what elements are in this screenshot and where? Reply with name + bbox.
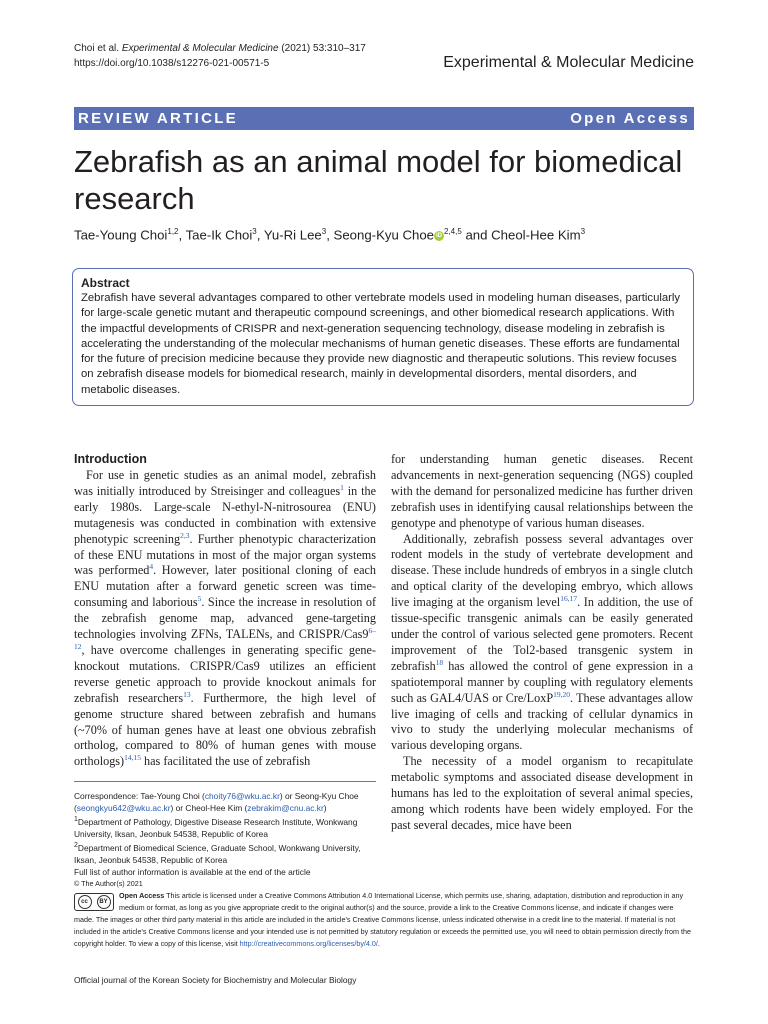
journal-footer: Official journal of the Korean Society for Biochemistry and Molecular Biology xyxy=(74,975,357,985)
intro-paragraph-1-continued: for understanding human genetic diseases. Recent advancements in next-generation sequencing (NGS) coupled with the demand for personalized medicine has further driven zebrafish uses in identifying causal relationships between the genotype and phenotype of various human diseases. xyxy=(391,452,693,530)
citation-prefix: Choi et al. xyxy=(74,43,122,54)
article-title: Zebrafish as an animal model for biomedical research xyxy=(74,144,683,216)
author-affiliation-ref: 2,4,5 xyxy=(444,227,462,236)
email-link[interactable]: zebrakim@cnu.ac.kr xyxy=(247,803,324,813)
citation-ref[interactable]: 19,20 xyxy=(553,689,570,699)
orcid-icon[interactable]: iD xyxy=(436,232,442,239)
abstract-heading: Abstract xyxy=(81,276,130,290)
introduction-heading: Introduction xyxy=(74,452,147,466)
citation-ref[interactable]: 1 xyxy=(340,482,344,492)
author-list: Tae-Young Choi$^{1,2}$, Tae-Ik Choi$^3$, Yu-Ri Lee$^3$, Seong-Kyu Choe iD $^{2,4,5}$ and Cheol-Hee Kim$^3$ xyxy=(74,227,586,243)
doi-link[interactable]: https://doi.org/10.1038/s12276-021-00571-5 xyxy=(74,58,270,69)
author-affiliation-ref: 1,2 xyxy=(167,227,179,236)
citation-ref[interactable]: 14,15 xyxy=(124,753,141,763)
citation-ref[interactable]: 4 xyxy=(149,562,154,572)
affiliation-2: $^2$Department of Biomedical Science, Graduate School, Wonkwang University, Iksan, Jeonbuk 54538, Republic of Korea xyxy=(74,841,361,865)
citation-ref[interactable]: 2,3 xyxy=(180,530,190,540)
intro-paragraph-3: The necessity of a model organism to recapitulate metabolic symptoms and associated disease development in humans has led to the exploitation of several animal species, among which rodents have been widely employed. For the past several decades, mice have been xyxy=(391,754,693,832)
correspondence-line: Correspondence: Tae-Young Choi (choity76@wku.ac.kr) or Seong-Kyu Choe (seongkyu642@wku.ac.kr) or Cheol-Hee Kim (zebrakim@cnu.ac.kr) xyxy=(74,791,359,813)
citation-ref[interactable]: 13 xyxy=(183,689,191,699)
article-type-label: REVIEW ARTICLE xyxy=(78,110,238,127)
author-affiliation-ref: 3 xyxy=(580,227,586,236)
citation-ref[interactable]: 5 xyxy=(197,594,202,604)
license-link[interactable]: http://creativecommons.org/licenses/by/4.0/ xyxy=(239,939,378,948)
license-text: Open Access This article is licensed under a Creative Commons Attribution 4.0 International License, which permits use, sharing, adaptation, distribution and reproduction in any medium or format, as long as you give appropriate credit to the original author(s) and the source, provide a link to the Creative Commons license, and indicate if changes were made. The images or other third party material in this article are included in the article's Creative Commons license, unless indicated otherwise in a credit line to the material. If material is not included in the article's Creative Commons license and your intended use is not permitted by statutory regulation or exceeds the permitted use, you will need to obtain permission directly from the copyright holder. To view a copy of this license, visit http://creativecommons.org/licenses/by/4.0/. xyxy=(74,891,692,948)
author-affiliation-ref: 3 xyxy=(252,227,257,236)
abstract-text: Zebrafish have several advantages compared to other vertebrate models used in modeling human diseases, particularly for large-scale genetic mutant and therapeutic compound screenings, and other biomedical research applications. With the impactful developments of CRISPR and next-generation sequencing technology, disease modeling in zebrafish is accelerating the understanding of the molecular mechanisms of human genetic diseases. These efforts are fundamental for the future of precision medicine because they provide new diagnostic and therapeutic solutions. This review focuses on zebrafish disease models for biomedical research, mainly in developmental disorders, mental disorders, and metabolic diseases. xyxy=(81,292,681,396)
author-name: Seong-Kyu Choe xyxy=(333,227,434,243)
correspondence-footnote xyxy=(74,781,376,878)
intro-paragraph-2: Additionally, zebrafish possess several advantages over rodent models in the study of vertebrate development and disease. These include hundreds of embryos in a single clutch and optical clarity of the developing embryo, which allows live imaging at the organism level$^{16,17}$. In addition, the use of tissue-specific transgenic animals can be easily generated under the control of various selected gene promoters. Recent improvement of the Tol2-based transgenic system in zebrafish$^{18}$ has allowed the control of gene expression in a spatiotemporal manner by coupling with regulatory elements such as GAL4/UAS or Cre/LoxP$^{19,20}$. These advantages allow live imaging of cells and tracking of cellular dynamics in vivo to study the underlying molecular mechanisms of various developing organs. xyxy=(391,531,693,753)
citation-header xyxy=(74,41,366,71)
citation-journal: Experimental & Molecular Medicine xyxy=(121,43,279,54)
author-name: Yu-Ri Lee xyxy=(263,227,322,243)
full-author-info-note: Full list of author information is available at the end of the article xyxy=(74,866,311,877)
affiliation-1: $^1$Department of Pathology, Digestive Disease Research Institute, Wonkwang University, Iksan, Jeonbuk 54538, Republic of Korea xyxy=(74,816,358,839)
open-access-label: Open Access xyxy=(570,110,690,127)
email-link[interactable]: choity76@wku.ac.kr xyxy=(204,791,280,801)
author-name: Tae-Young Choi xyxy=(74,227,168,243)
right-column xyxy=(391,452,693,834)
copyright-line: © The Author(s) 2021 xyxy=(74,879,143,888)
citation-suffix: (2021) 53:310–317 xyxy=(278,43,366,54)
citation-ref[interactable]: 6–12 xyxy=(74,626,376,651)
email-link[interactable]: seongkyu642@wku.ac.kr xyxy=(76,803,171,813)
cc-by-icon[interactable]: cc BY xyxy=(74,893,114,911)
intro-paragraph-1: For use in genetic studies as an animal model, zebrafish was initially introduced by Streisinger and colleagues$^1$ in the early 1980s. Large-scale N-ethyl-N-nitrosourea (ENU) mutagenesis was conducted in combination with extensive phenotypic screening$^{2,3}$. Further phenotypic characterization of these ENU mutations in most of the major organ systems was performed$^4$. However, later positional cloning of each ENU mutation after a forward genetic screen was time-consuming and laborious$^5$. Since the increase in resolution of the zebrafish genome map, advanced gene-targeting technologies involving ZFNs, TALENs, and CRISPR/Cas9$^{6-12}$, have overcome challenges in generating specific gene-knockout mutations. CRISPR/Cas9 utilizes an efficient reverse genetic approach to provide knockout animals for zebrafish researchers$^{13}$. Furthermore, the high level of genome structure shared between zebrafish and humans (~70% of human genes have at least one obvious zebrafish ortholog, compared to 80% of human genes with mouse orthologs)$^{14,15}$ has facilitated the use of zebrafish xyxy=(74,468,376,769)
citation-ref[interactable]: 18 xyxy=(435,657,444,667)
author-name: Tae-Ik Choi xyxy=(185,227,253,243)
license-block xyxy=(74,878,694,950)
abstract-box xyxy=(72,268,694,406)
left-column xyxy=(74,452,376,770)
author-affiliation-ref: 3 xyxy=(321,227,327,236)
journal-name: Experimental & Molecular Medicine xyxy=(443,54,694,71)
author-name: Cheol-Hee Kim xyxy=(491,227,581,243)
article-type-band xyxy=(74,107,694,130)
citation-ref[interactable]: 16,17 xyxy=(560,594,578,604)
